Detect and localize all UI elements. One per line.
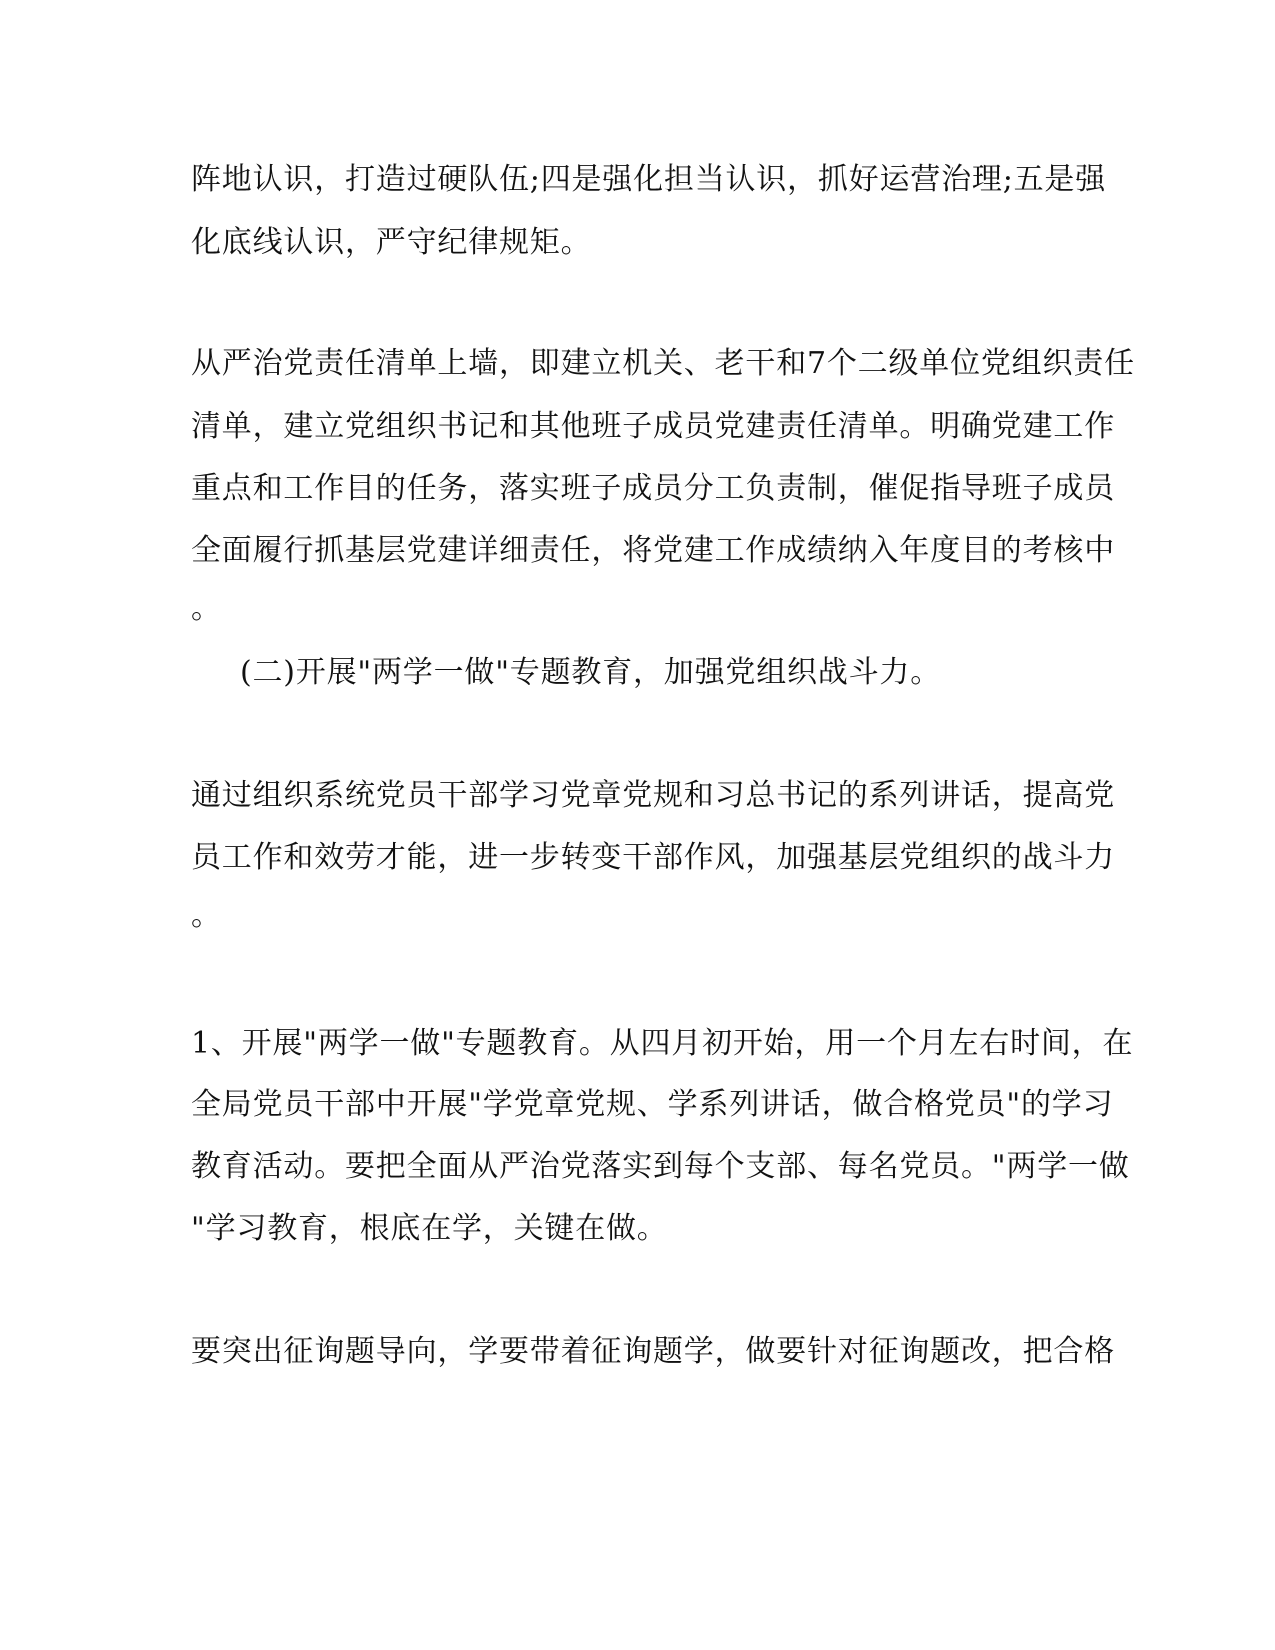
- paragraph-1-line-2: 化底线认识，严守纪律规矩。: [191, 225, 592, 260]
- paragraph-2-line-1: 从严治党责任清单上墙，即建立机关、老干和7个二级单位党组织责任: [191, 346, 1135, 381]
- paragraph-5-line-1: 要突出征询题导向，学要带着征询题学，做要针对征询题改，把合格: [191, 1334, 1115, 1369]
- paragraph-2-line-5: 。: [191, 591, 222, 626]
- paragraph-2-line-3: 重点和工作目的任务，落实班子成员分工负责制，催促指导班子成员: [191, 471, 1115, 506]
- paragraph-4-line-3: 教育活动。要把全面从严治党落实到每个支部、每名党员。"两学一做: [191, 1149, 1130, 1184]
- paragraph-3-line-3: 。: [191, 898, 222, 933]
- paragraph-4-line-2: 全局党员干部中开展"学党章党规、学系列讲话，做合格党员"的学习: [191, 1087, 1114, 1122]
- paragraph-3-line-1: 通过组织系统党员干部学习党章党规和习总书记的系列讲话，提高党: [191, 778, 1115, 813]
- paragraph-3-line-2: 员工作和效劳才能，进一步转变干部作风，加强基层党组织的战斗力: [191, 840, 1115, 875]
- paragraph-2-line-4: 全面履行抓基层党建详细责任，将党建工作成绩纳入年度目的考核中: [191, 533, 1115, 568]
- paragraph-4-line-4: "学习教育，根底在学，关键在做。: [191, 1211, 668, 1246]
- paragraph-1-line-1: 阵地认识，打造过硬队伍;四是强化担当认识，抓好运营治理;五是强: [191, 162, 1107, 197]
- paragraph-2-line-2: 清单，建立党组织书记和其他班子成员党建责任清单。明确党建工作: [191, 409, 1115, 444]
- section-heading: (二)开展"两学一做"专题教育，加强党组织战斗力。: [240, 655, 942, 690]
- paragraph-4-line-1: 1、开展"两学一做"专题教育。从四月初开始，用一个月左右时间，在: [191, 1026, 1134, 1061]
